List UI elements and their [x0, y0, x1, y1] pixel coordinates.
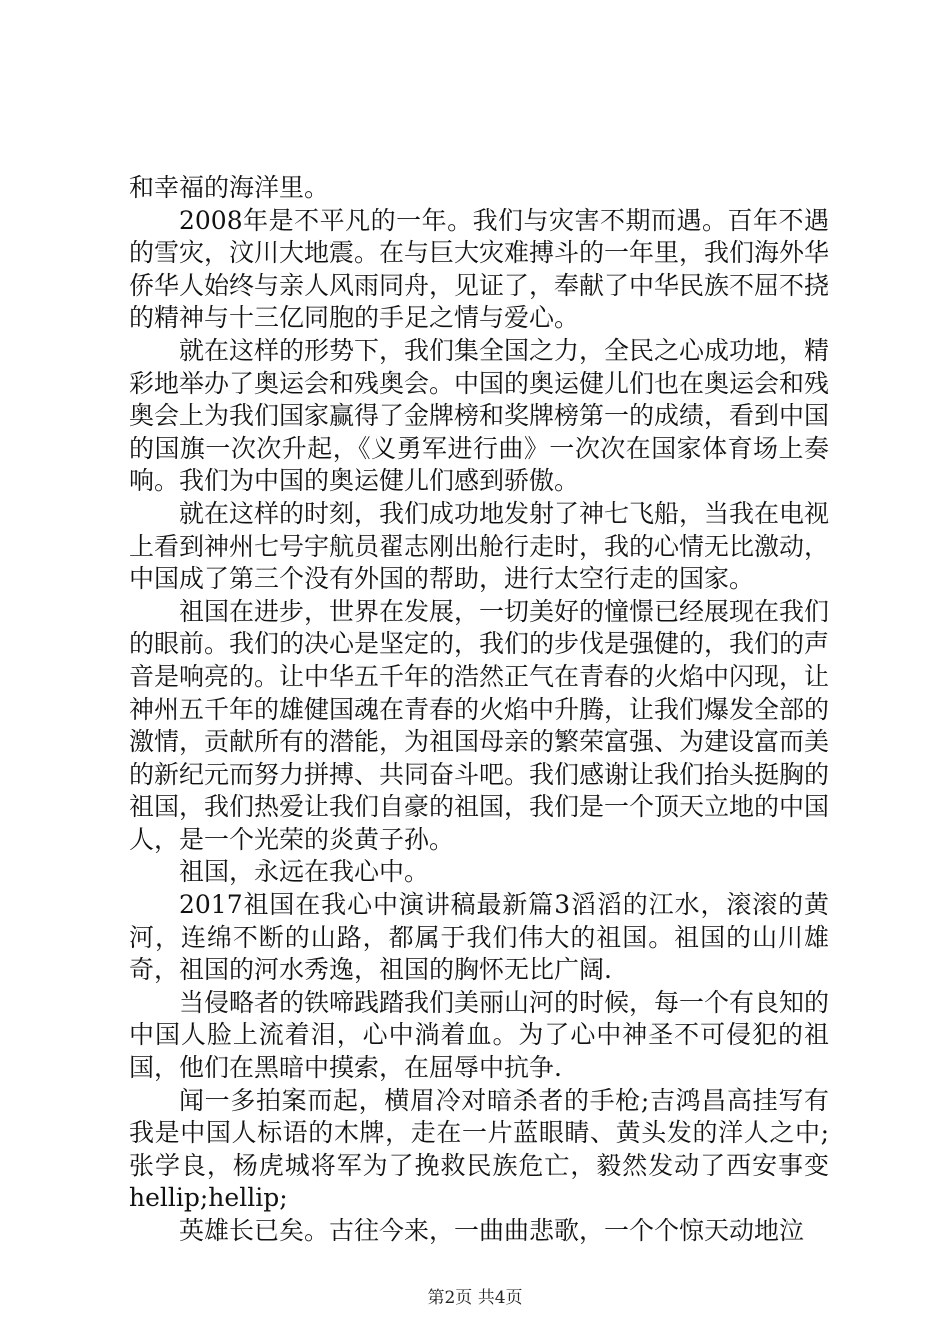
paragraph-2: 2008年是不平凡的一年。我们与灾害不期而遇。百年不遇的雪灾，汶川大地震。在与巨大灾难搏斗的一年里，我们海外华侨华人始终与亲人风雨同舟，见证了，奉献了中华民族不屈不挠的精神与十三亿同胞的手足之情与爱心。 — [129, 205, 830, 333]
paragraph-5: 祖国在进步，世界在发展，一切美好的憧憬已经展现在我们的眼前。我们的决心是坚定的，我们的步伐是强健的，我们的声音是响亮的。让中华五千年的浩然正气在青春的火焰中闪现，让神州五千年的雄健国魂在青春的火焰中升腾，让我们爆发全部的激情，贡献所有的潜能，为祖国母亲的繁荣富强、为建设富而美的新纪元而努力拼搏、共同奋斗吧。我们感谢让我们抬头挺胸的祖国，我们热爱让我们自豪的祖国，我们是一个顶天立地的中国人，是一个光荣的炎黄子孙。 — [129, 596, 830, 854]
paragraph-6: 祖国，永远在我心中。 — [179, 857, 430, 887]
paragraph-7: 2017祖国在我心中演讲稿最新篇3滔滔的江水，滚滚的黄河，连绵不断的山路，都属于我们伟大的祖国。祖国的山川雄奇，祖国的河水秀逸，祖国的胸怀无比广阔. — [129, 890, 829, 985]
page-footer: 第2页 共4页 — [427, 1288, 523, 1308]
paragraph-3: 就在这样的形势下，我们集全国之力，全民之心成功地，精彩地举办了奥运会和残奥会。中国的奥运健儿们也在奥运会和残奥会上为我们国家赢得了金牌榜和奖牌榜第一的成绩，看到中国的国旗一次次升起，《义勇军进行曲》一次次在国家体育场上奏响。我们为中国的奥运健儿们感到骄傲。 — [129, 335, 830, 496]
paragraph-4: 就在这样的时刻，我们成功地发射了神七飞船，当我在电视上看到神州七号宇航员翟志刚出舱行走时，我的心情无比激动，中国成了第三个没有外国的帮助，进行太空行走的国家。 — [129, 498, 830, 594]
paragraph-8: 当侵略者的铁啼践踏我们美丽山河的时候，每一个有良知的中国人脸上流着泪，心中淌着血。为了心中神圣不可侵犯的祖国，他们在黑暗中摸索，在屈辱中抗争. — [129, 987, 830, 1083]
paragraph-9: 闻一多拍案而起，横眉冷对暗杀者的手枪;吉鸿昌高挂写有我是中国人标语的木牌，走在一片蓝眼睛、黄头发的洋人之中;张学良，杨虎城将军为了挽救民族危亡，毅然发动了西安事变hellip;hellip; — [129, 1085, 829, 1213]
document-body — [129, 172, 829, 1248]
paragraph-10: 英雄长已矣。古往今来，一曲曲悲歌，一个个惊天动地泣 — [179, 1216, 805, 1245]
paragraph-1: 和幸福的海洋里。 — [129, 173, 330, 202]
